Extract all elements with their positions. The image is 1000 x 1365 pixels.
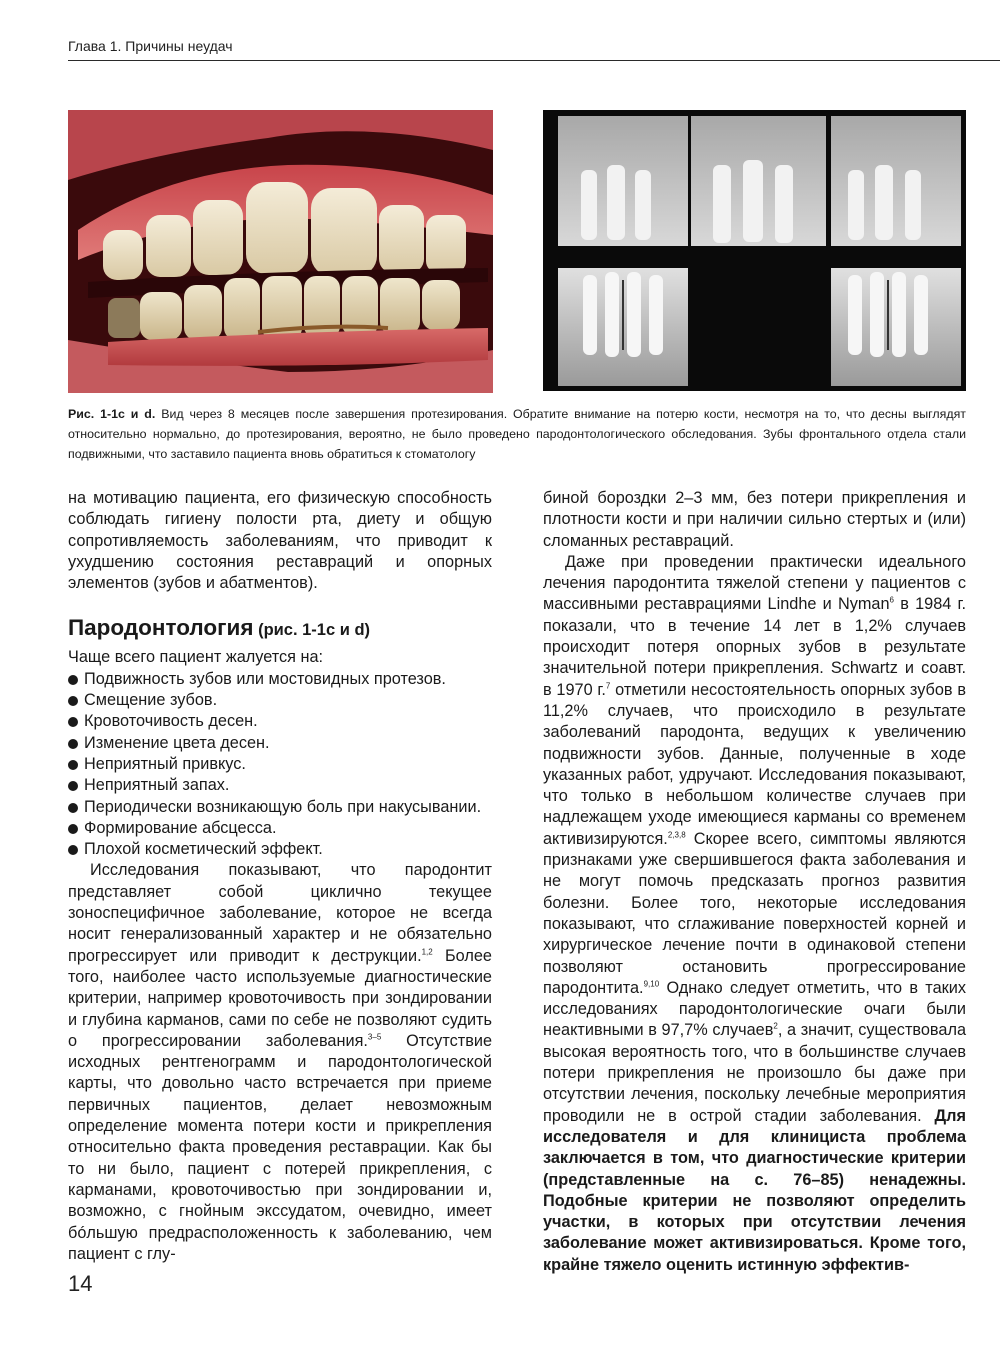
text-run: Даже при проведении практически идеального лечения пародонтита тяжелой степени у пациентов с массивными реставрациями Lindhe и Nyman [543,552,966,614]
text-run: Однако следует отметить, что в таких исследованиях пародонтологические очаги были неактивными в 97,7% случаев [543,978,966,1040]
caption-label: Рис. 1-1c и d. [68,407,156,421]
list-item-text: Формирование абсцесса. [84,818,277,837]
xray-image [543,110,966,391]
citation-ref: 3–5 [367,1032,382,1042]
header-rule [68,60,1000,61]
list-item-text: Периодически возникающую боль при накусывании. [84,797,482,816]
bullet-icon [68,760,78,770]
list-item-text: Изменение цвета десен. [84,733,270,752]
list-item-text: Неприятный запах. [84,776,230,795]
citation-ref: 7 [605,681,611,691]
citation-ref: 1,2 [421,947,433,957]
bullet-icon [68,803,78,813]
caption-text: Вид через 8 месяцев после завершения протезирования. Обратите внимание на потерю кости, несмотря на то, что десны выглядят относительно нормально, до протезирования, вероятно, не было проведено пародонтологического обследования. Зубы фронтального отдела стали подвижными, что заставило пациента вновь обратиться к стоматологу [68,407,966,461]
text-run: Более того, наиболее часто используемые диагностические критерии, например кровоточивость при зондировании и глубина карманов, сами по себе не позволяют судить о прогрессировании заболевания. [68,946,492,1050]
list-item-text: Неприятный привкус. [84,754,246,773]
list-item [68,818,492,839]
teeth-illustration [68,110,493,393]
left-column [68,488,492,1265]
bold-text-run: Для исследователя и для клинициста проблема заключается в том, что диагностические критерии (представленные на с. 76–85) ненадежны. Подобные критерии не позволяют определить участки, в которых при отсутствии лечения заболевание может активизироваться. Кроме того, крайне тяжело оценить истинную эффектив- [543,1106,966,1274]
list-item-text: Плохой косметический эффект. [84,840,323,859]
text-run: Исследования показывают, что пародонтит представляет собой циклично текущее зоноспецифичное заболевание, которое не всегда носит генерализованный характер и не обязательно прогрессирует или приводит к деструкции. [68,861,492,965]
bullet-icon [68,717,78,727]
section-title [68,615,492,643]
citation-ref: 2,3,8 [667,830,686,840]
bullet-icon [68,739,78,749]
complaints-lead: Чаще всего пациент жалуется на: [68,648,324,667]
research-paragraph [68,860,492,1265]
main-paragraph [543,552,966,1276]
clinical-photo [68,110,493,393]
list-item [68,690,492,711]
list-item [68,754,492,775]
page-number: 14 [68,1271,93,1296]
citation-ref: 6 [889,596,894,606]
complaints-list [68,669,492,861]
list-item [68,839,492,860]
list-item-text: Смещение зубов. [84,691,218,710]
section-title-text: Пародонтология [68,615,254,641]
bullet-icon [68,824,78,834]
continuation-paragraph: биной бороздки 2–3 мм, без потери прикрепления и плотности кости и при наличии сильно стертых и (или) сломанных реставраций. [543,489,966,550]
xray-illustration [543,110,966,391]
list-item [68,669,492,690]
text-run: отметили несостоятельность опорных зубов в 11,2% случаев, что происходило в результате заболеваний пародонта, ведущих к увеличению подвижности зубов. Данные, полученные в ходе указанных работ, удручают. Исследования показывают, что только в небольшом количестве случаев при надлежащем уходе имеющиеся карманы со временем активизируются. [543,680,967,848]
citation-ref: 9,10 [643,979,660,989]
text-run: Скорее всего, симптомы являются признаками уже свершившегося факта заболевания и не могут помочь предсказать прогноз развития болезни. Более того, некоторые исследования показывают, что сглаживание поверхностей корней и хирургическое лечение почти в одинаковой степени позволяют остановить прогрессирование пародонтита. [543,829,966,997]
bullet-icon [68,675,78,685]
right-column [543,488,966,1276]
running-header: Глава 1. Причины неудач [68,38,233,54]
intro-paragraph: на мотивацию пациента, его физическую способность соблюдать гигиену полости рта, диету и общую сопротивляемость заболеваниям, что приводит к ухудшению состояния реставраций и опорных элементов (зубов и абатментов). [68,489,492,593]
figure-caption [68,404,966,464]
list-item-text: Кровоточивость десен. [84,712,258,731]
section-figure-ref: (рис. 1-1c и d) [253,621,371,640]
text-run: Отсутствие исходных рентгенограмм и пародонтологической карты, что довольно часто встречается при приеме первичных пациентов, делает невозможным определение момента потери кости и прикрепления относительно факта проведения реставрации. Как бы то ни было, пациент с потерей прикрепления, с карманами, кровоточивостью при зондировании и, возможно, с гнойным экссудатом, очевидно, имеет бóльшую предрасположенность к заболеванию, чем пациент с глу- [68,1031,492,1263]
bullet-icon [68,696,78,706]
list-item [68,775,492,796]
bullet-icon [68,781,78,791]
text-run: , а значит, существовала высокая вероятность того, что в большинстве случаев потери прикрепления не произошло бы даже при отсутствии лечения, поскольку лечебные мероприятия проводили не в острой стадии заболевания. [543,1021,966,1125]
list-item-text: Подвижность зубов или мостовидных протезов. [84,669,446,688]
list-item [68,733,492,754]
list-item [68,797,492,818]
text-run: в 1984 г. показали, что в течение 14 лет в 1,2% случаев происходит потеря опорных зубов в результате значительной потери прикрепления. Schwartz и соавт. в 1970 г. [543,595,966,699]
citation-ref: 2 [773,1022,778,1031]
bullet-icon [68,845,78,855]
list-item [68,711,492,732]
